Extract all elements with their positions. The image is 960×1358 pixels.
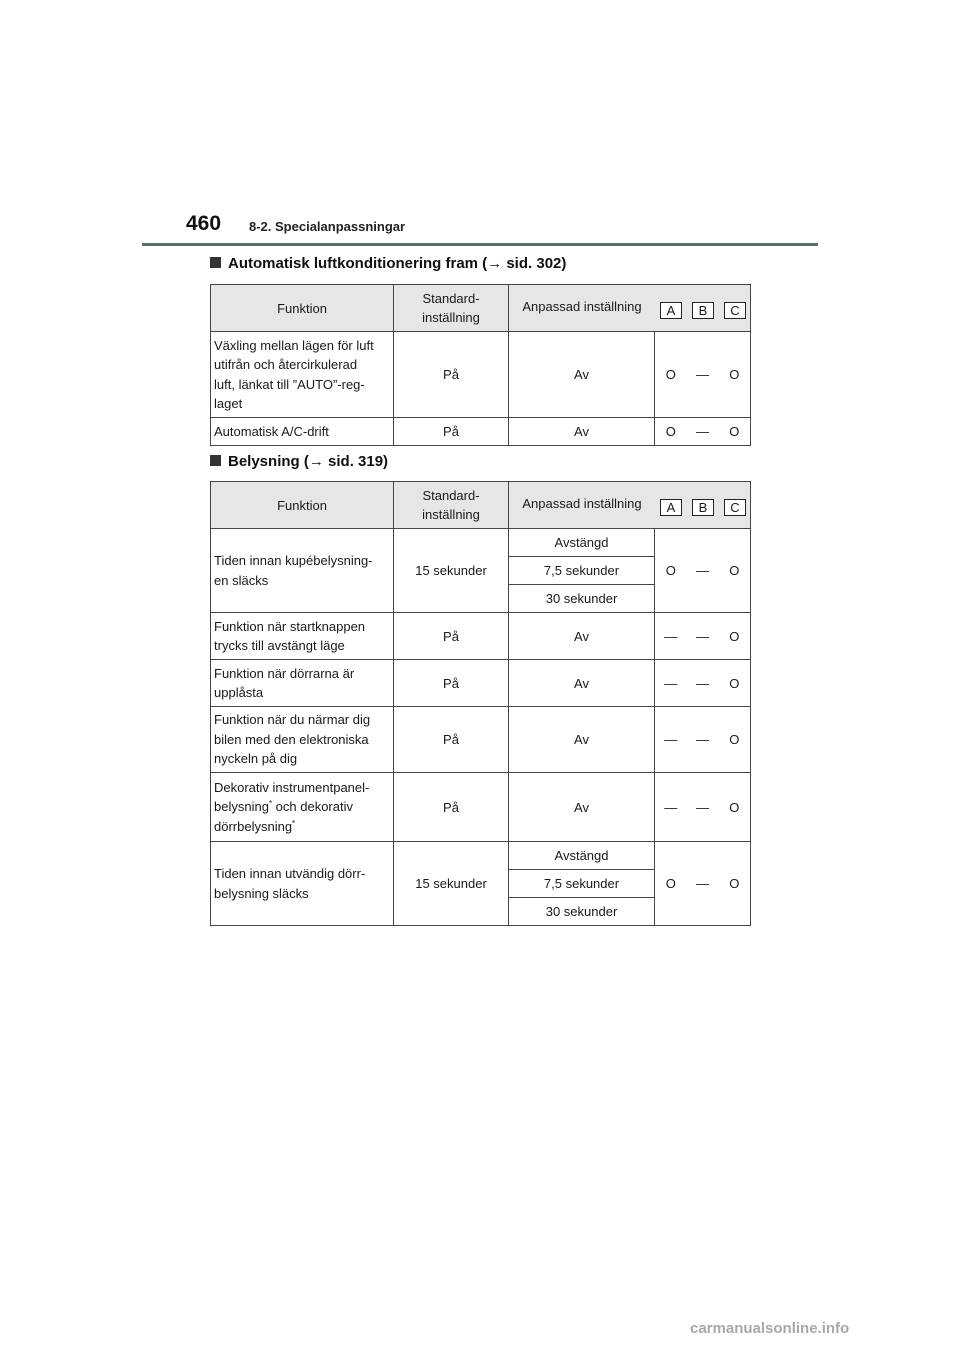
table-row: Växling mellan lägen för luft utifrån och återcirkulerad luft, länkat till ”AUTO”-reg- laget På Av O — O (211, 332, 751, 418)
square-bullet-icon (210, 455, 221, 466)
heading-lighting: Belysning (→ sid. 319) (210, 453, 388, 470)
col-funktion: Funktion (211, 482, 394, 529)
arrow-right-icon: → (487, 255, 503, 272)
header-rule (142, 243, 818, 246)
custom-options: Avstängd 7,5 sekunder 30 sekunder (509, 842, 654, 925)
box-c: C (724, 499, 746, 516)
table-lighting (210, 481, 751, 926)
box-a: A (660, 302, 682, 319)
table-row: Funktion när startknappen trycks till avstängt läge På Av — — O (211, 613, 751, 660)
table-header-row (211, 285, 751, 332)
heading-air-conditioning: Automatisk luftkonditionering fram (→ sid. 302) (210, 255, 566, 272)
table-row: Funktion när dörrarna är upplåsta På Av — — O (211, 660, 751, 707)
table-row: Automatisk A/C-drift På Av O — O (211, 418, 751, 446)
arrow-right-icon: → (308, 453, 324, 470)
table-row: Tiden innan utvändig dörr- belysning släcks 15 sekunder Avstängd 7,5 sekunder 30 sekunder O — O (211, 842, 751, 926)
col-standard: Standard- inställning (394, 482, 509, 529)
square-bullet-icon (210, 257, 221, 268)
box-b: B (692, 302, 714, 319)
box-c: C (724, 302, 746, 319)
box-a: A (660, 499, 682, 516)
table-air-conditioning (210, 284, 751, 446)
table-header-row (211, 482, 751, 529)
page-number: 460 (186, 212, 222, 235)
custom-options: Avstängd 7,5 sekunder 30 sekunder (509, 529, 654, 612)
col-standard: Standard- inställning (394, 285, 509, 332)
col-custom: Anpassad inställning A B C (509, 285, 751, 332)
section-label: 8-2. Specialanpassningar (249, 219, 406, 234)
box-b: B (692, 499, 714, 516)
col-funktion: Funktion (211, 285, 394, 332)
table-row: Dekorativ instrumentpanel- belysning* och dekorativ dörrbelysning* På Av — — O (211, 773, 751, 842)
col-custom: Anpassad inställning A B C (509, 482, 751, 529)
table-row: Funktion när du närmar dig bilen med den elektroniska nyckeln på dig På Av — — O (211, 707, 751, 773)
watermark: carmanualsonline.info (690, 1320, 850, 1337)
table-row: Tiden innan kupébelysning- en släcks 15 sekunder Avstängd 7,5 sekunder 30 sekunder O — O (211, 529, 751, 613)
